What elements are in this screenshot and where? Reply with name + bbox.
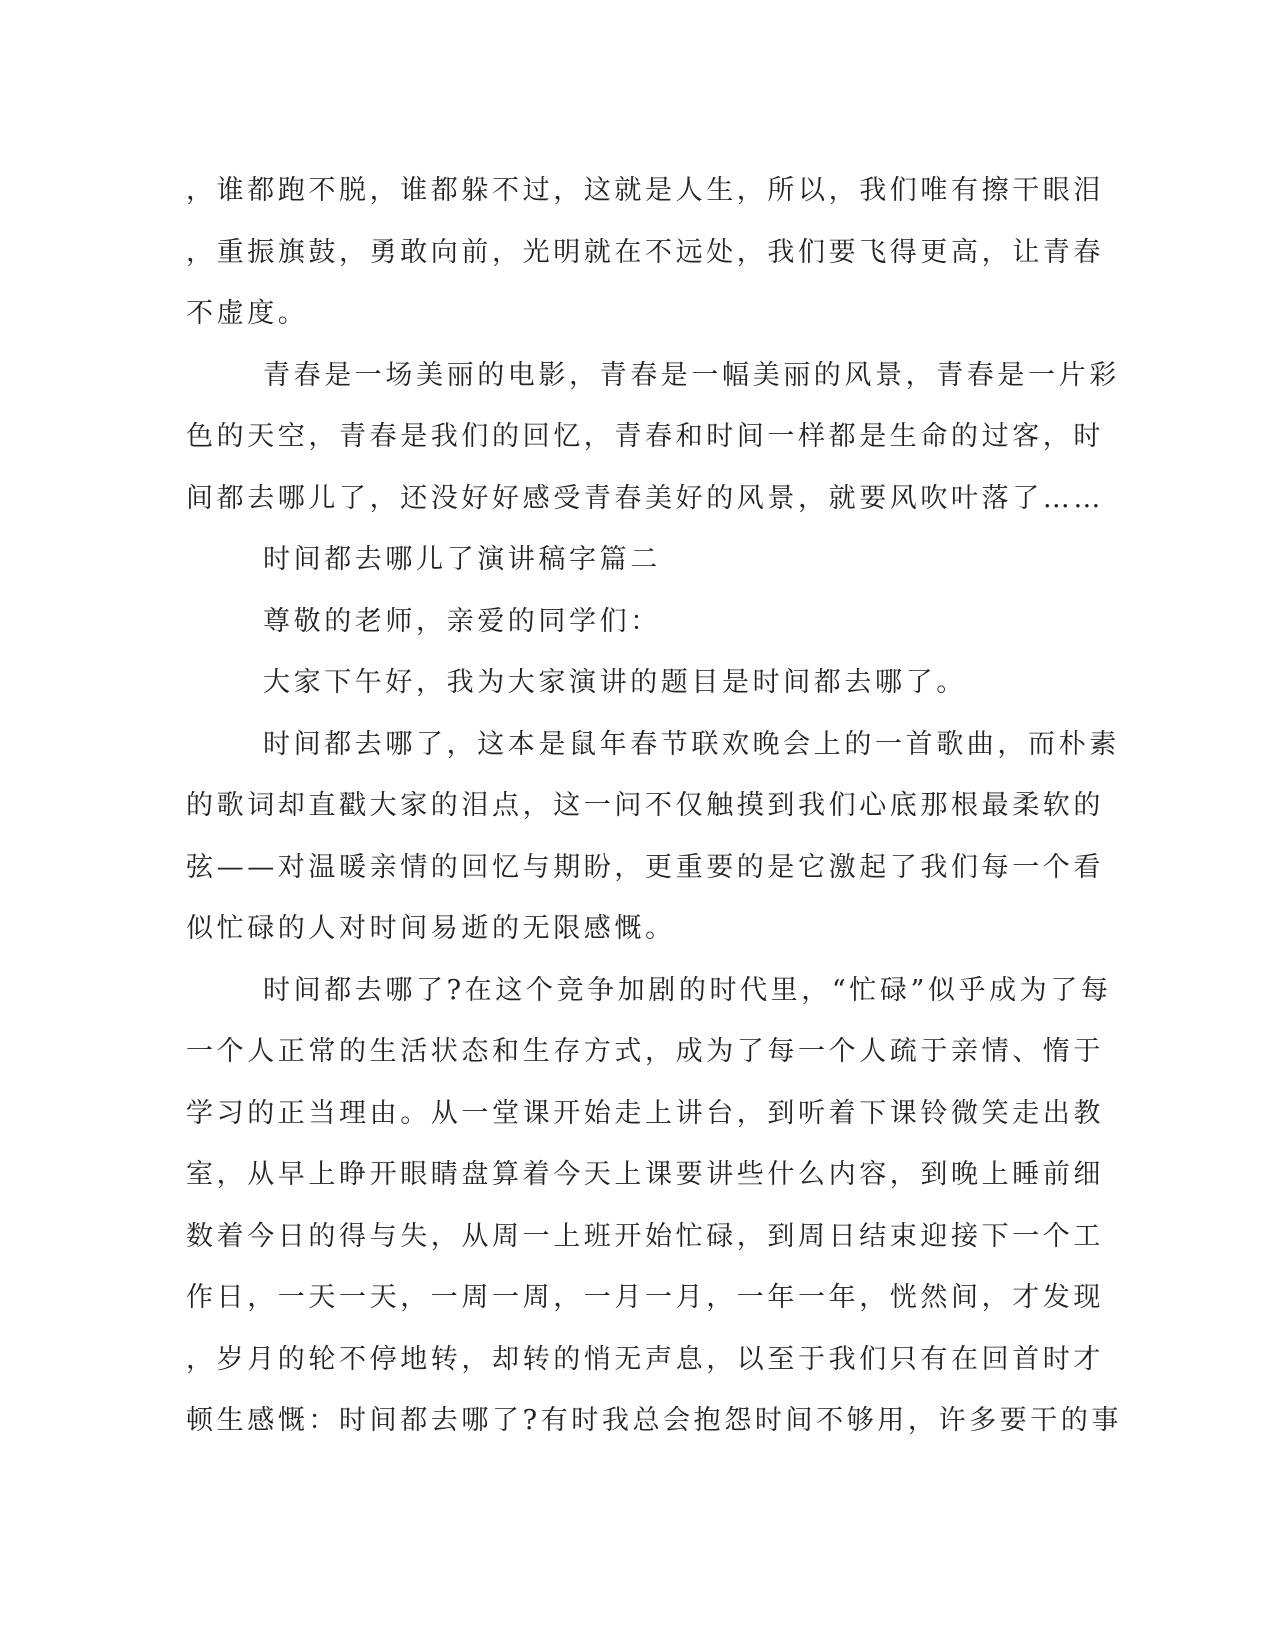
- text-line: 数着今日的得与失，从周一上班开始忙碌，到周日结束迎接下一个工: [186, 1220, 1104, 1252]
- text-line: ，岁月的轮不停地转，却转的悄无声息，以至于我们只有在回首时才: [186, 1343, 1104, 1375]
- paragraph-start-line: 时间都去哪了，这本是鼠年春节联欢晚会上的一首歌曲，而朴素: [263, 728, 1120, 760]
- paragraph-start-line: 青春是一场美丽的电影，青春是一幅美丽的风景，青春是一片彩: [263, 359, 1120, 391]
- paragraph-start-line: 时间都去哪了?在这个竞争加剧的时代里，“忙碌”似乎成为了每: [263, 974, 1112, 1006]
- text-line: 室，从早上睁开眼睛盘算着今天上课要讲些什么内容，到晚上睡前细: [186, 1159, 1104, 1190]
- text-line: 不虚度。: [186, 298, 309, 329]
- text-line: 顿生感慨：时间都去哪了?有时我总会抱怨时间不够用，许多要干的事: [186, 1405, 1123, 1436]
- text-line: 学习的正当理由。从一堂课开始走上讲台，到听着下课铃微笑走出教: [186, 1097, 1104, 1129]
- text-line: 弦——对温暖亲情的回忆与期盼，更重要的是它激起了我们每一个看: [186, 851, 1104, 883]
- text-line: 似忙碌的人对时间易逝的无限感慨。: [186, 913, 676, 944]
- text-line: 一个人正常的生活状态和生存方式，成为了每一个人疏于亲情、惰于: [186, 1036, 1104, 1067]
- text-line: 色的天空，青春是我们的回忆，青春和时间一样都是生命的过客，时: [186, 421, 1104, 452]
- greeting-line: 大家下午好，我为大家演讲的题目是时间都去哪了。: [263, 667, 967, 698]
- salutation: 尊敬的老师，亲爱的同学们：: [263, 605, 661, 637]
- text-line: 作日，一天一天，一周一周，一月一月，一年一年，恍然间，才发现: [186, 1282, 1104, 1313]
- section-heading: 时间都去哪儿了演讲稿字篇二: [263, 544, 661, 575]
- text-line: 的歌词却直戳大家的泪点，这一问不仅触摸到我们心底那根最柔软的: [186, 790, 1104, 821]
- text-line: 间都去哪儿了，还没好好感受青春美好的风景，就要风吹叶落了……: [186, 482, 1104, 514]
- text-line: ，谁都跑不脱，谁都躲不过，这就是人生，所以，我们唯有擦干眼泪: [186, 175, 1104, 206]
- text-line: ，重振旗鼓，勇敢向前，光明就在不远处，我们要飞得更高，让青春: [186, 236, 1104, 268]
- document-body: [186, 160, 1123, 1452]
